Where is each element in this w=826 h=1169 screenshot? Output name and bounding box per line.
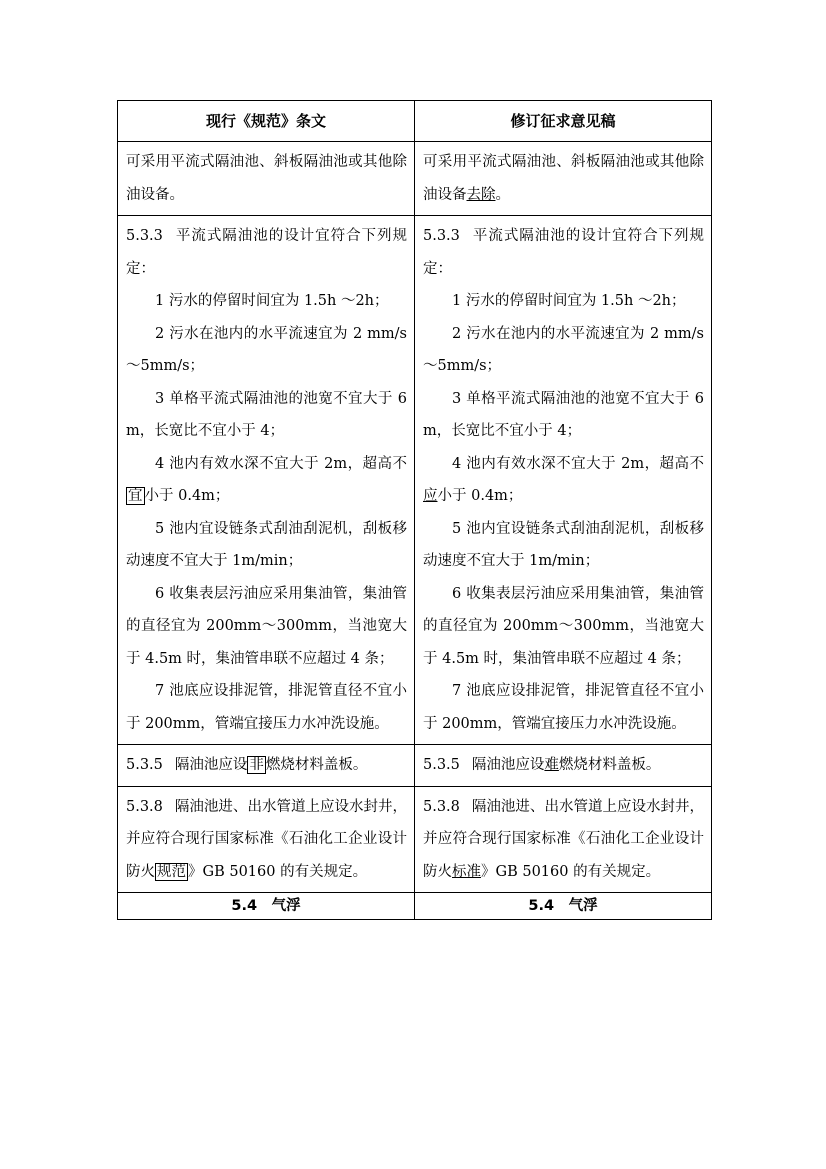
list-item: 2 污水在池内的水平流速宜为 2 mm/s ～5mm/s；	[126, 325, 407, 374]
cell-revised	[415, 786, 712, 893]
list-item: 5 池内宜设链条式刮油刮泥机，刮板移动速度不宜大于 1m/min；	[423, 520, 704, 569]
revision-underline: 难	[544, 757, 559, 773]
revision-box: 宜	[128, 488, 143, 504]
text-segment: 》GB 50160 的有关规定。	[188, 863, 368, 880]
header-current-clause: 现行《规范》条文	[118, 101, 415, 142]
clause-heading	[423, 220, 704, 285]
list-item: 1 污水的停留时间宜为 1.5h ～2h；	[155, 293, 389, 309]
text-segment: 隔油池进、出水管道上应设水封井，并应符合现行国家标准《石油化工企业设计防火	[126, 798, 407, 880]
clause-heading	[126, 220, 407, 285]
clause-number: 5.3.8	[126, 798, 163, 815]
list-item	[423, 448, 704, 513]
table-row	[118, 786, 712, 893]
table-row	[118, 142, 712, 216]
cell-current	[118, 216, 415, 745]
list-item: 3 单格平流式隔油池的池宽不宜大于 6m，长宽比不宜小于 4；	[126, 390, 407, 439]
list-item: 7 池底应设排泥管，排泥管直径不宜小于 200mm，管端宜接压力水冲洗设施。	[126, 683, 407, 732]
list-item: 6 收集表层污油应采用集油管，集油管的直径宜为 200mm～300mm，当池宽大于 4.5m 时，集油管串联不应超过 4 条；	[423, 585, 704, 667]
text-segment: 隔油池应设	[471, 757, 545, 773]
revision-underline: 应	[423, 488, 438, 504]
cell-current	[118, 142, 415, 216]
clause-number: 5.3.8	[423, 798, 460, 815]
text-segment: 隔油池进、出水管道上应设水封井，并应符合现行国家标准《石油化工企业设计防火	[423, 798, 704, 880]
table-row	[118, 216, 712, 745]
text-segment: 燃烧材料盖板。	[265, 757, 368, 773]
text-segment: 隔油池应设	[174, 757, 248, 773]
clause-number: 5.3.5	[423, 757, 460, 773]
clause-text	[423, 749, 704, 782]
clause-heading-text: 平流式隔油池的设计宜符合下列规定：	[126, 228, 407, 277]
cell-current	[118, 786, 415, 893]
text-segment: 小于 0.4m；	[437, 488, 523, 504]
list-item: 7 池底应设排泥管，排泥管直径不宜小于 200mm，管端宜接压力水冲洗设施。	[423, 683, 704, 732]
clause-text	[423, 146, 704, 211]
text-segment: 。	[495, 186, 510, 203]
header-revised-draft: 修订征求意见稿	[415, 101, 712, 142]
revision-underline: 标准	[452, 863, 481, 880]
list-item	[126, 448, 407, 513]
revision-box: 规范	[157, 863, 186, 880]
list-item: 6 收集表层污油应采用集油管，集油管的直径宜为 200mm～300mm，当池宽大于 4.5m 时，集油管串联不应超过 4 条；	[126, 585, 407, 667]
revision-underline: 去除	[466, 186, 496, 203]
table-header-row	[118, 101, 712, 142]
clause-number: 5.3.5	[126, 757, 163, 773]
section-heading-current: 5.4 气浮	[118, 893, 415, 920]
text-segment: 燃烧材料盖板。	[558, 757, 661, 773]
list-item: 1 污水的停留时间宜为 1.5h ～2h；	[452, 293, 686, 309]
section-heading-revised: 5.4 气浮	[415, 893, 712, 920]
clause-text: 可采用平流式隔油池、斜板隔油池或其他除油设备。	[126, 154, 407, 203]
text-segment: 小于 0.4m；	[144, 488, 230, 504]
text-segment: 4 池内有效水深不宜大于 2m，超高不	[155, 455, 407, 472]
text-segment: 可采用平流式隔油池、斜板隔油池或其他除油设备	[423, 154, 704, 203]
text-segment: 4 池内有效水深不宜大于 2m，超高不	[452, 455, 704, 472]
revision-box: 非	[249, 757, 264, 773]
clause-heading-text: 平流式隔油池的设计宜符合下列规定：	[423, 228, 704, 277]
comparison-table	[117, 100, 712, 920]
cell-revised	[415, 142, 712, 216]
clause-number: 5.3.3	[126, 228, 163, 244]
table-row	[118, 745, 712, 787]
list-item: 5 池内宜设链条式刮油刮泥机，刮板移动速度不宜大于 1m/min；	[126, 520, 407, 569]
list-item: 3 单格平流式隔油池的池宽不宜大于 6m，长宽比不宜小于 4；	[423, 390, 704, 439]
clause-text	[126, 791, 407, 889]
clause-text	[126, 749, 407, 782]
clause-text	[423, 791, 704, 889]
cell-revised	[415, 216, 712, 745]
cell-revised	[415, 745, 712, 787]
section-heading-row	[118, 893, 712, 920]
text-segment: 》GB 50160 的有关规定。	[481, 863, 661, 880]
list-item: 2 污水在池内的水平流速宜为 2 mm/s ～5mm/s；	[423, 325, 704, 374]
clause-number: 5.3.3	[423, 228, 460, 244]
cell-current	[118, 745, 415, 787]
